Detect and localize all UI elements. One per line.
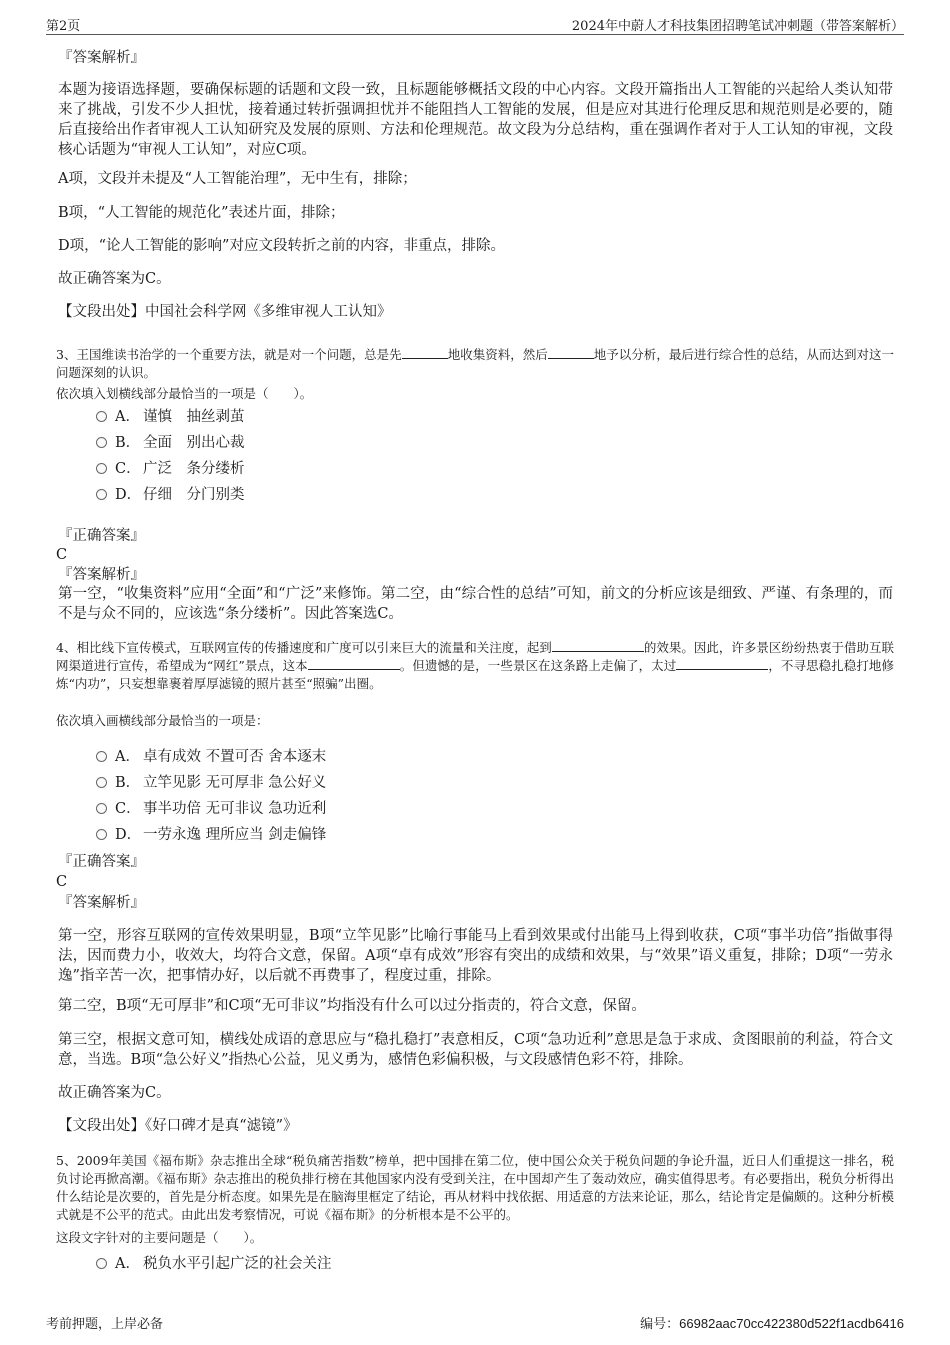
q4-option-b[interactable]: B． 立竿见影 无可厚非 急公好义 — [96, 773, 326, 793]
radio-icon[interactable] — [96, 1258, 107, 1269]
q2-analysis-p2: A项，文段并未提及“人工智能治理”，无中生有，排除； — [58, 171, 417, 187]
q3-option-c[interactable]: C． 广泛 条分缕析 — [96, 459, 245, 479]
document-title: 2024年中蔚人才科技集团招聘笔试冲刺题（带答案解析） — [571, 19, 904, 34]
q5-option-a[interactable]: A． 税负水平引起广泛的社会关注 — [96, 1254, 332, 1274]
q3-answer-label: 『正确答案』 — [58, 528, 145, 544]
q4-source: 【文段出处】《好口碑才是真“滤镜”》 — [58, 1118, 298, 1134]
q4-answer-label: 『正确答案』 — [58, 854, 145, 870]
q3-option-d[interactable]: D． 仔细 分门别类 — [96, 485, 245, 505]
radio-icon[interactable] — [96, 437, 107, 448]
radio-icon[interactable] — [96, 751, 107, 762]
q3-option-a[interactable]: A． 谨慎 抽丝剥茧 — [96, 407, 245, 427]
q5-stem: 5、2009年美国《福布斯》杂志推出全球“税负痛苦指数”榜单，把中国排在第二位，使中国公众关于税负问题的争论升温，近日人们重提这一排名，税负讨论再掀高潮。《福布斯》杂志推出的税负排行榜在其他国家内没有受到关注，在中国却产生了轰动效应，确实值得思考。有必要指出，税负分析得出什么结论是次要的，首先是分析态度。如果先是在脑海里框定了结论，再从材料中找依据、用适意的方法来论证，那么，结论肯定是偏颇的。这种分析模式就是不公平的范式。由此出发考察情况，可说《福布斯》的分析根本是不公平的。 — [56, 1153, 894, 1222]
q4-answer: C — [56, 874, 68, 890]
q2-source: 【文段出处】中国社会科学网《多维审视人工认知》 — [58, 304, 392, 320]
q2-analysis-p1: 本题为接语选择题，要确保标题的话题和文段一致，且标题能够概括文段的中心内容。文段开篇指出人工智能的兴起给人类认知带来了挑战，引发不少人担忧，接着通过转折强调担忧并不能阻挡人工智能的发展，但是应对其进行伦理反思和规范则是必要的，随后直接给出作者审视人工认知研究及发展的原则、方法和伦理规范。故文段为分总结构，重在强调作者对于人工认知的审视，文段核心话题为“审视人工认知”，对应C项。 — [58, 82, 893, 158]
page-number: 第2页 — [46, 19, 81, 34]
q4-conclusion: 故正确答案为C。 — [58, 1085, 171, 1101]
radio-icon[interactable] — [96, 463, 107, 474]
q4-option-c[interactable]: C． 事半功倍 无可非议 急功近利 — [96, 799, 326, 819]
q2-conclusion: 故正确答案为C。 — [58, 271, 171, 287]
q4-option-d[interactable]: D． 一劳永逸 理所应当 剑走偏锋 — [96, 825, 326, 845]
q2-analysis-p3: B项，“人工智能的规范化”表述片面，排除； — [58, 205, 345, 221]
q3-analysis: 第一空，“收集资料”应用“全面”和“广泛”来修饰。第二空，由“综合性的总结”可知，前文的分析应该是细致、严谨、有条理的，而不是与众不同的，应该选“条分缕析”。因此答案选C。 — [58, 586, 893, 622]
radio-icon[interactable] — [96, 489, 107, 500]
q5-prompt: 这段文字针对的主要问题是（ ）。 — [56, 1230, 263, 1245]
radio-icon[interactable] — [96, 411, 107, 422]
q2-analysis-label: 『答案解析』 — [58, 50, 145, 66]
q4-stem: 4、相比线下宣传模式，互联网宣传的传播速度和广度可以引来巨大的流量和关注度，起到 的效果。因此，许多景区纷纷热衷于借助互联网渠道进行宣传，希望成为“网红”景点，这本 。但遗憾的是，一些景区在这条路上走偏了，太过 ，不寻思稳扎稳打地修炼“内功”，只妄想靠裹着厚厚滤镜的照片甚至“照骗”出圈。 — [56, 640, 894, 691]
q4-analysis-label: 『答案解析』 — [58, 895, 145, 911]
radio-icon[interactable] — [96, 803, 107, 814]
document-code: 编号：66982aac70cc422380d522f1acdb6416 — [640, 1316, 904, 1332]
q4-analysis-p1: 第一空，形容互联网的宣传效果明显，B项“立竿见影”比喻行事能马上看到效果或付出能马上得到收获，C项“事半功倍”指做事得法，因而费力小，收效大，均符合文意，保留。A项“卓有成效”形容有突出的成绩和效果，与“效果”语义重复，排除；D项“一劳永逸”指辛苦一次，把事情办好，以后就不再费事了，程度过重，排除。 — [58, 928, 893, 984]
q3-stem: 3、王国维读书治学的一个重要方法，就是对一个问题，总是先 地收集资料，然后 地予以分析，最后进行综合性的总结，从而达到对这一问题深刻的认识。 — [56, 347, 894, 380]
q4-option-a[interactable]: A． 卓有成效 不置可否 舍本逐末 — [96, 747, 326, 767]
radio-icon[interactable] — [96, 829, 107, 840]
q4-analysis-p3: 第三空，根据文意可知，横线处成语的意思应与“稳扎稳打”表意相反，C项“急功近利”意思是急于求成、贪图眼前的利益，符合文意，当选。B项“急公好义”指热心公益，见义勇为，感情色彩偏积极，与文段感情色彩不符，排除。 — [58, 1032, 893, 1068]
q4-analysis-p2: 第二空，B项“无可厚非”和C项“无可非议”均指没有什么可以过分指责的，符合文意，保留。 — [58, 998, 646, 1014]
radio-icon[interactable] — [96, 777, 107, 788]
q3-analysis-label: 『答案解析』 — [58, 567, 145, 583]
q3-answer: C — [56, 547, 68, 563]
q3-option-b[interactable]: B． 全面 别出心裁 — [96, 433, 245, 453]
q3-prompt: 依次填入划横线部分最恰当的一项是（ ）。 — [56, 386, 313, 401]
footer-slogan: 考前押题，上岸必备 — [46, 1317, 164, 1332]
q4-prompt: 依次填入画横线部分最恰当的一项是： — [56, 713, 269, 728]
q2-analysis-p4: D项，“论人工智能的影响”对应文段转折之前的内容，非重点，排除。 — [58, 238, 505, 254]
